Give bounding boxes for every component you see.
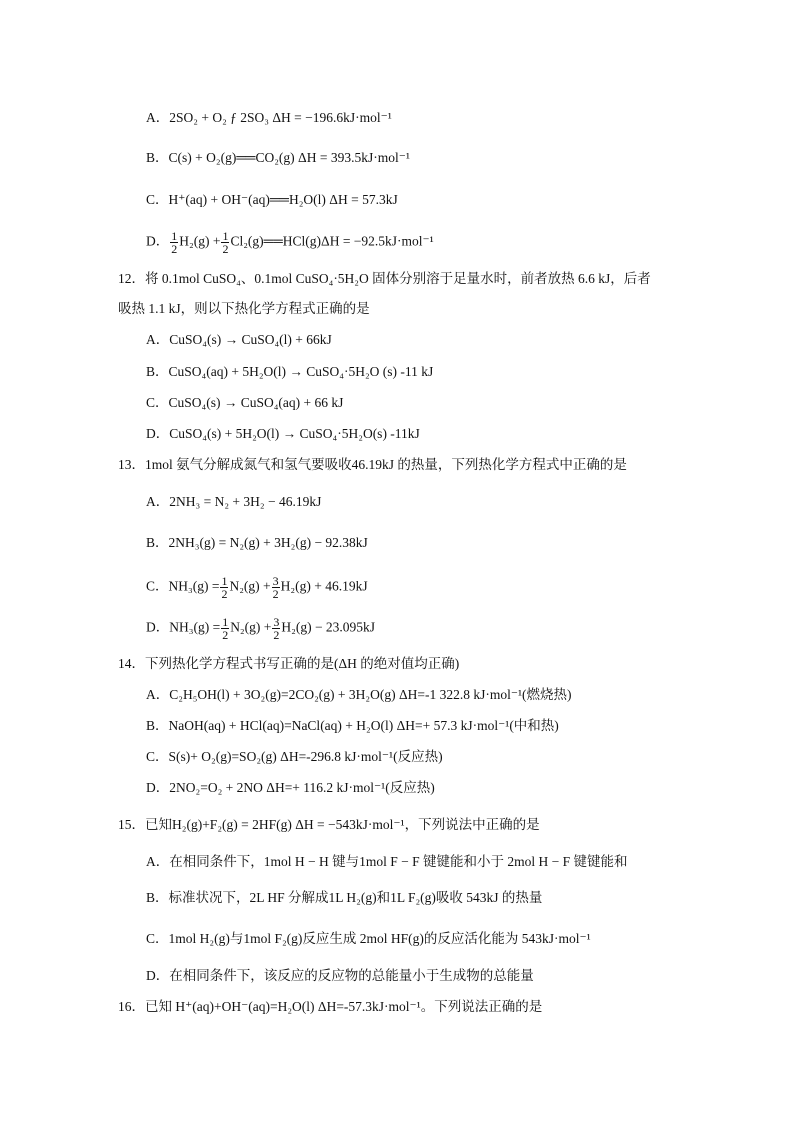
q12-option-b: B．CuSO₄(aq) + 5H₂O(l) → CuSO₄·5H₂O (s) -11 kJ xyxy=(146,364,434,379)
q11-option-d xyxy=(146,230,434,255)
q15-option-b: B．标准状况下，2L HF 分解成1L H₂(g)和1L F₂(g)吸收 543kJ 的热量 xyxy=(146,890,543,905)
q15-option-a: A．在相同条件下，1mol H − H 键与1mol F − F 键键能和小于 2mol H − F 键键能和 xyxy=(146,854,628,869)
fraction-numerator: 1 xyxy=(221,574,228,588)
q12-stem-line1: 12．将 0.1mol CuSO₄、0.1mol CuSO₄·5H₂O 固体分别溶于足量水时，前者放热 6.6 kJ，后者 xyxy=(118,271,651,286)
q13-stem: 13．1mol 氨气分解成氮气和氢气要吸收46.19kJ 的热量，下列热化学方程式中正确的是 xyxy=(118,457,627,472)
q11-d-mid: H₂(g) + xyxy=(179,233,221,249)
fraction xyxy=(221,616,229,641)
q13-d-rest: H₂(g) − 23.095kJ xyxy=(281,619,376,635)
q13-c-rest: H₂(g) + 46.19kJ xyxy=(280,578,368,594)
q13-option-c xyxy=(146,575,368,600)
q13-c-mid: N₂(g) + xyxy=(229,578,271,594)
q14-option-a: A．C₂H₅OH(l) + 3O₂(g)=2CO₂(g) + 3H₂O(g) ΔH=-1 322.8 kJ·mol⁻¹(燃烧热) xyxy=(146,687,572,702)
q12-stem-line2: 吸热 1.1 kJ，则以下热化学方程式正确的是 xyxy=(118,301,370,316)
q12-option-a: A．CuSO₄(s) → CuSO₄(l) + 66kJ xyxy=(146,332,332,347)
q13-d-prefix: D．NH₃(g) = xyxy=(146,619,221,635)
fraction xyxy=(220,575,228,600)
fraction-denominator: 2 xyxy=(222,628,229,642)
fraction-numerator: 3 xyxy=(273,615,280,629)
fraction-denominator: 2 xyxy=(273,628,280,642)
fraction xyxy=(272,616,280,641)
q11-option-a: A．2SO₂ + O₂ ƒ 2SO₃ ΔH = −196.6kJ·mol⁻¹ xyxy=(146,110,392,125)
fraction-denominator: 2 xyxy=(171,242,178,256)
q14-option-c: C．S(s)+ O₂(g)=SO₂(g) ΔH=-296.8 kJ·mol⁻¹(反应热) xyxy=(146,749,443,764)
fraction xyxy=(170,230,178,255)
q15-option-d: D．在相同条件下，该反应的反应物的总能量小于生成物的总能量 xyxy=(146,968,534,983)
q13-option-b: B．2NH₃(g) = N₂(g) + 3H₂(g) − 92.38kJ xyxy=(146,535,368,550)
fraction-denominator: 2 xyxy=(272,587,279,601)
q11-d-prefix: D． xyxy=(146,233,170,249)
fraction-numerator: 1 xyxy=(222,229,229,243)
q16-stem: 16．已知 H⁺(aq)+OH⁻(aq)=H₂O(l) ΔH=-57.3kJ·mol⁻¹。下列说法正确的是 xyxy=(118,999,543,1014)
q13-option-a: A．2NH₃ = N₂ + 3H₂ − 46.19kJ xyxy=(146,494,322,509)
q14-stem: 14．下列热化学方程式书写正确的是(ΔH 的绝对值均正确) xyxy=(118,656,460,671)
q15-stem: 15．已知H₂(g)+F₂(g) = 2HF(g) ΔH = −543kJ·mol⁻¹，下列说法中正确的是 xyxy=(118,817,540,832)
q11-option-c: C．H⁺(aq) + OH⁻(aq)══H₂O(l) ΔH = 57.3kJ xyxy=(146,192,398,207)
q14-option-b: B．NaOH(aq) + HCl(aq)=NaCl(aq) + H₂O(l) ΔH=+ 57.3 kJ·mol⁻¹(中和热) xyxy=(146,718,559,733)
q13-d-mid: N₂(g) + xyxy=(230,619,272,635)
fraction-numerator: 3 xyxy=(272,574,279,588)
q13-c-prefix: C．NH₃(g) = xyxy=(146,578,220,594)
q12-option-c: C．CuSO₄(s) → CuSO₄(aq) + 66 kJ xyxy=(146,395,344,410)
fraction xyxy=(221,230,229,255)
q11-d-rest: Cl₂(g)══HCl(g)ΔH = −92.5kJ·mol⁻¹ xyxy=(230,233,434,249)
fraction-denominator: 2 xyxy=(222,242,229,256)
fraction-numerator: 1 xyxy=(171,229,178,243)
q13-option-d xyxy=(146,616,375,641)
q12-option-d: D．CuSO₄(s) + 5H₂O(l) → CuSO₄·5H₂O(s) -11kJ xyxy=(146,426,420,441)
fraction-numerator: 1 xyxy=(222,615,229,629)
q14-option-d: D．2NO₂=O₂ + 2NO ΔH=+ 116.2 kJ·mol⁻¹(反应热) xyxy=(146,780,435,795)
fraction-denominator: 2 xyxy=(221,587,228,601)
fraction xyxy=(272,575,280,600)
q15-option-c: C．1mol H₂(g)与1mol F₂(g)反应生成 2mol HF(g)的反应活化能为 543kJ·mol⁻¹ xyxy=(146,931,591,946)
q11-option-b: B．C(s) + O₂(g)══CO₂(g) ΔH = 393.5kJ·mol⁻¹ xyxy=(146,150,410,165)
